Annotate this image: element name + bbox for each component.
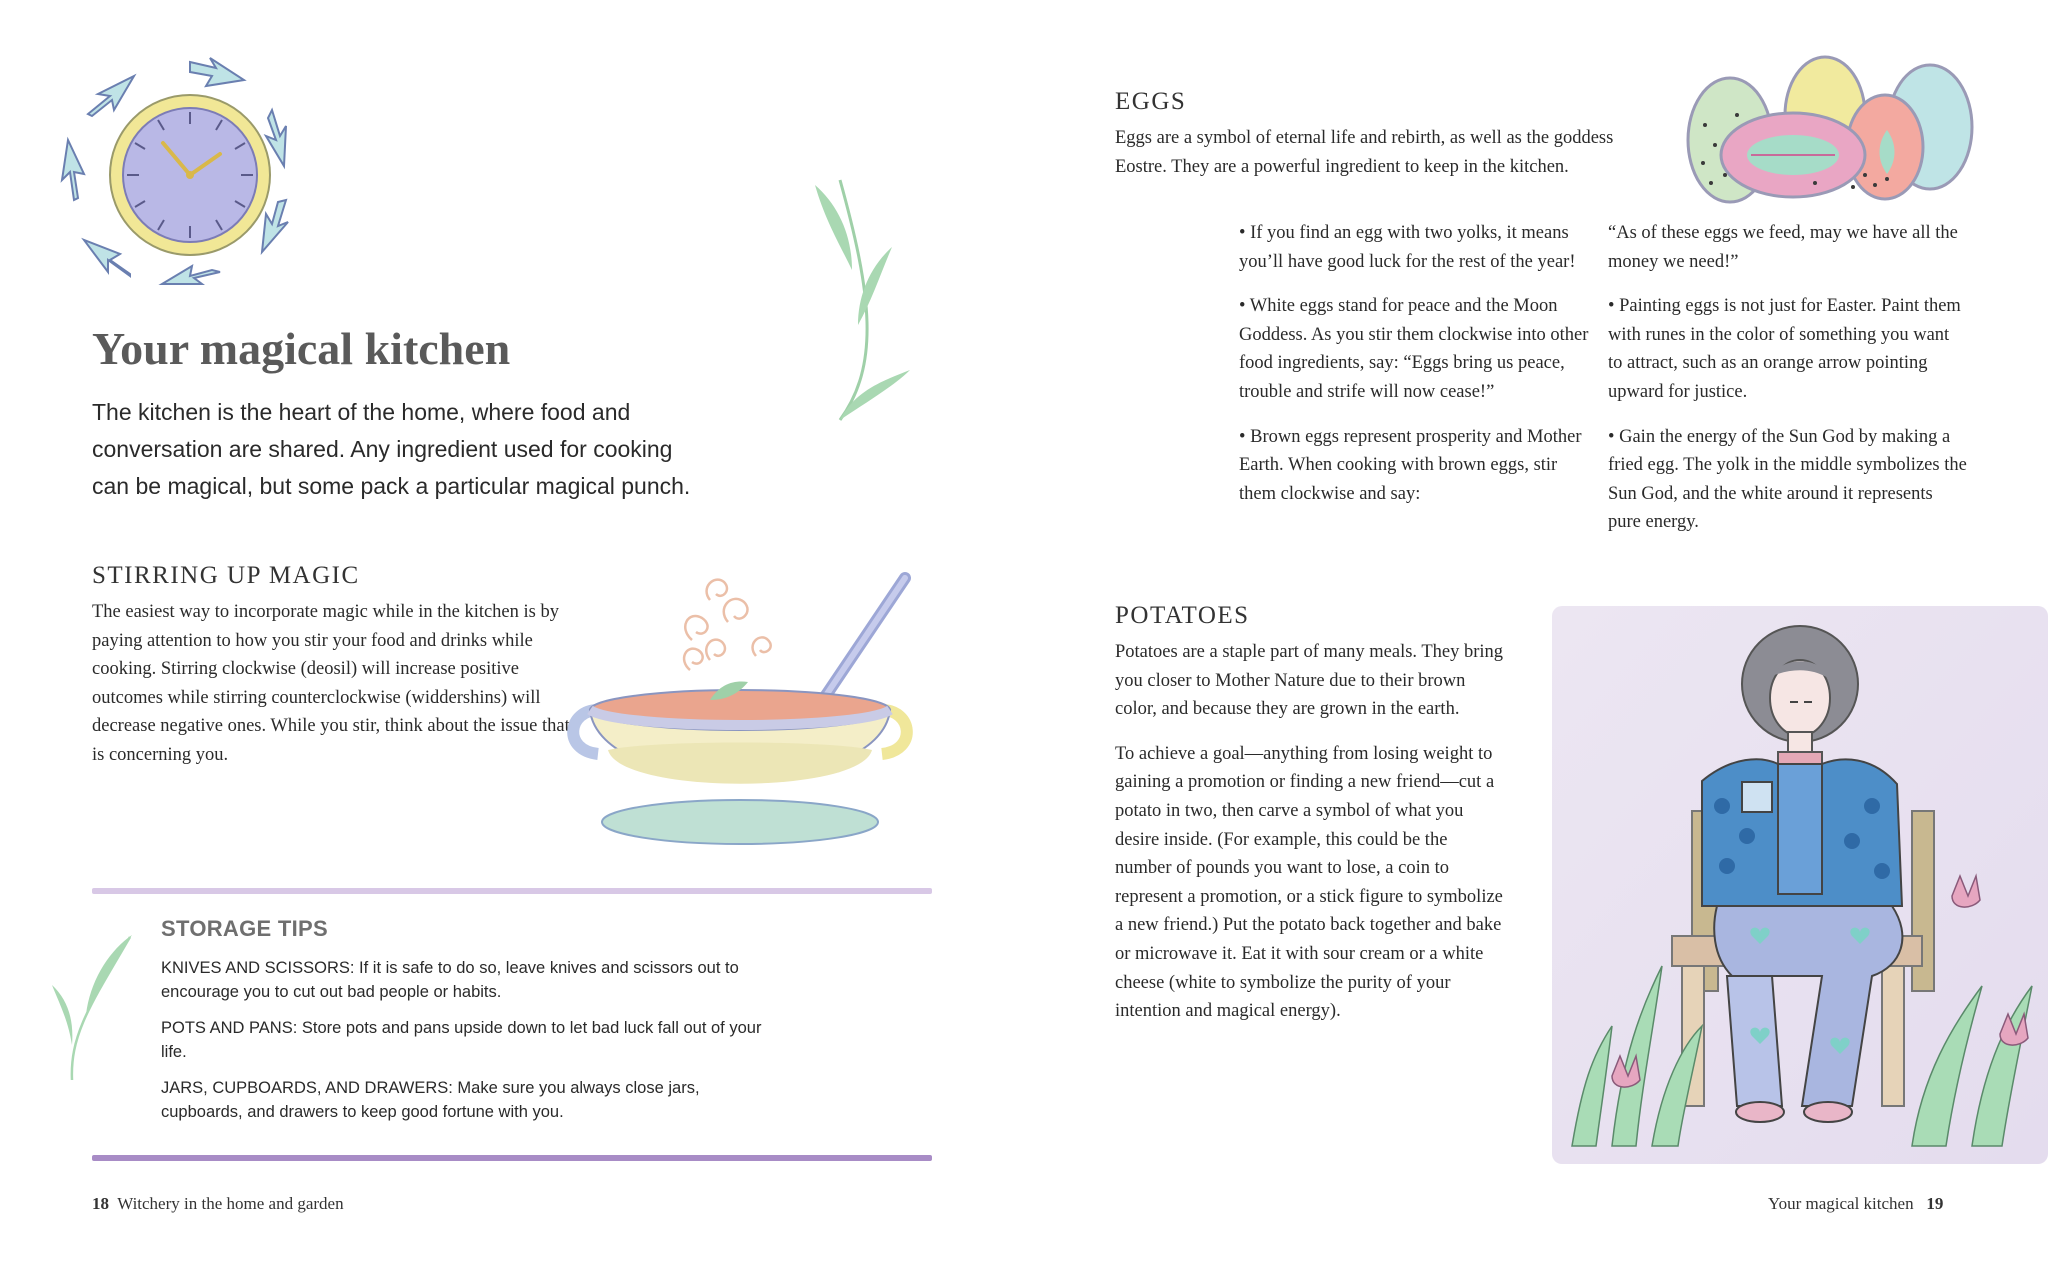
stirring-heading: STIRRING UP MAGIC bbox=[92, 562, 360, 589]
leaf-icon bbox=[800, 175, 920, 425]
easter-eggs-icon bbox=[1675, 55, 1985, 210]
page-number: 18 bbox=[92, 1194, 109, 1213]
page-title: Your magical kitchen bbox=[92, 323, 511, 374]
intro-paragraph: The kitchen is the heart of the home, where food and conversation are shared. Any ingredient used for cooking can be magical, but some pack a particular magical punch. bbox=[92, 399, 691, 499]
eggs-column-1 bbox=[1239, 219, 1589, 524]
stirring-body bbox=[92, 598, 572, 786]
potatoes-paragraph: Potatoes are a staple part of many meals. They bring you closer to Mother Nature due to their brown color, and because they are grown in the earth. bbox=[1115, 642, 1504, 720]
eggs-bullet: • Brown eggs represent prosperity and Mother Earth. When cooking with brown eggs, stir them clockwise and say: bbox=[1239, 426, 1582, 504]
potatoes-heading: POTATOES bbox=[1115, 602, 1250, 629]
woman-on-chair-illustration bbox=[1552, 606, 2048, 1164]
storage-tip: JARS, CUPBOARDS, AND DRAWERS: Make sure you always close jars, cupboards, and drawers to keep good fortune with you. bbox=[161, 1079, 700, 1121]
storage-tip: KNIVES AND SCISSORS: If it is safe to do so, leave knives and scissors out to encourage you to cut out bad people or habits. bbox=[161, 959, 739, 1001]
clock-icon bbox=[60, 50, 320, 300]
eggs-intro: Eggs are a symbol of eternal life and rebirth, as well as the goddess Eostre. They are a powerful ingredient to keep in the kitchen. bbox=[1115, 128, 1614, 177]
eggs-bullet: • White eggs stand for peace and the Moon Goddess. As you stir them clockwise into other food ingredients, say: “Eggs bring us peace, trouble and strife will now cease!” bbox=[1239, 296, 1589, 402]
running-title: Witchery in the home and garden bbox=[117, 1194, 344, 1213]
leaf-icon bbox=[50, 925, 140, 1085]
page-number: 19 bbox=[1926, 1194, 1944, 1213]
storage-tip: POTS AND PANS: Store pots and pans upside down to let bad luck fall out of your life. bbox=[161, 1019, 762, 1061]
eggs-bullet: • If you find an egg with two yolks, it means you’ll have good luck for the rest of the year! bbox=[1239, 223, 1576, 272]
eggs-heading: EGGS bbox=[1115, 88, 1187, 115]
eggs-bullet: • Gain the energy of the Sun God by making a fried egg. The yolk in the middle symbolizes the Sun God, and the white around it represents pure energy. bbox=[1608, 426, 1967, 533]
eggs-chant: “As of these eggs we feed, may we have all the money we need!” bbox=[1608, 223, 1958, 272]
storage-top-rule bbox=[92, 888, 932, 894]
storage-heading: STORAGE TIPS bbox=[161, 916, 328, 941]
left-footer bbox=[92, 1194, 344, 1214]
running-title: Your magical kitchen bbox=[1768, 1194, 1914, 1213]
eggs-column-2 bbox=[1608, 219, 1968, 553]
storage-bottom-rule bbox=[92, 1155, 932, 1161]
potatoes-paragraph: To achieve a goal—anything from losing weight to gaining a promotion or finding a new friend—cut a potato in two, then carve a symbol of what you desire inside. (For example, this could be the number of pounds you want to lose, a coin to represent a promotion, or a stick figure to symbolize a new friend.) Put the potato back together and bake or microwave it. Eat it with sour cream or a white cheese (white to symbolize the purity of your intention and magical energy). bbox=[1115, 743, 1503, 1022]
stirring-paragraph: The easiest way to incorporate magic while in the kitchen is by paying attention to how you stir your food and drinks while cooking. Stirring clockwise (deosil) will increase positive outcomes while stirring counterclockwise (widdershins) will decrease negative ones. While you stir, think about the issue that is concerning you. bbox=[92, 602, 570, 765]
potatoes-body bbox=[1115, 638, 1505, 1042]
soup-bowl-icon bbox=[560, 560, 920, 850]
storage-tips bbox=[161, 956, 771, 1136]
eggs-bullet: • Painting eggs is not just for Easter. Paint them with runes in the color of something you want to attract, such as an orange arrow pointing upward for justice. bbox=[1608, 296, 1961, 402]
right-footer bbox=[1768, 1194, 1943, 1214]
